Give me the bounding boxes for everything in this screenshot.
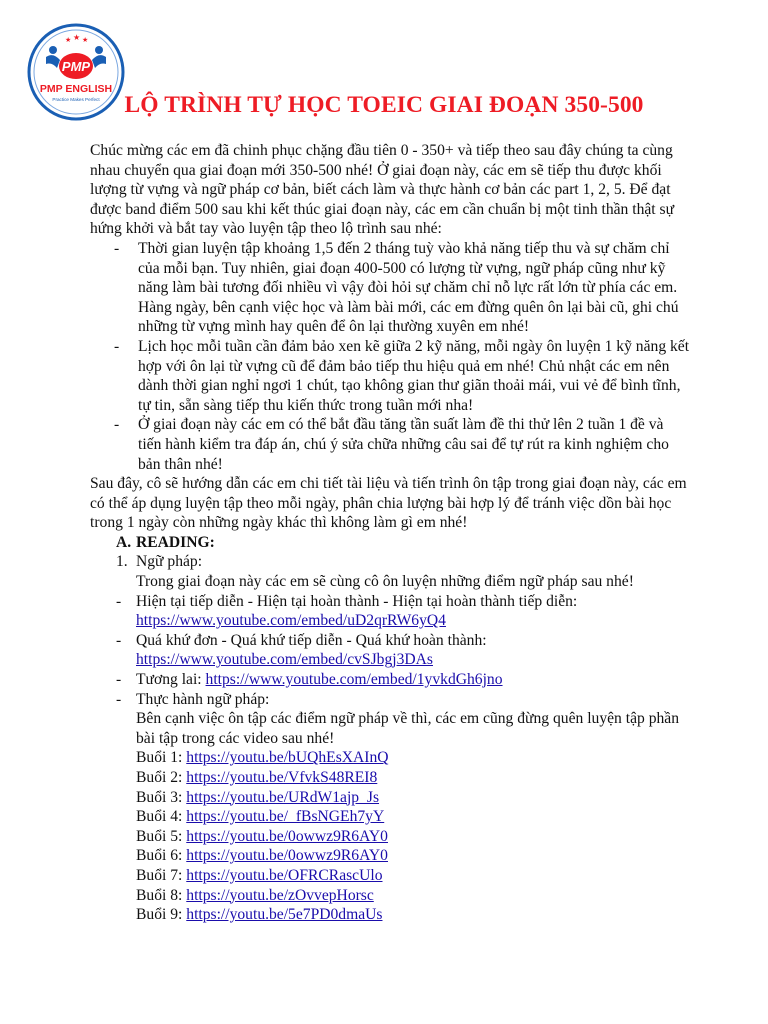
session-item [136, 846, 690, 866]
svg-text:★: ★ [82, 36, 89, 44]
session-link[interactable]: https://youtu.be/zOvvepHorsc [186, 886, 374, 904]
section-reading-heading [90, 533, 690, 553]
bullet-dash: - [116, 592, 122, 610]
tip-item [90, 337, 690, 415]
session-label: Buổi 4: [136, 808, 187, 826]
svg-text:★: ★ [73, 33, 81, 42]
session-item [136, 905, 690, 925]
session-list [90, 748, 690, 924]
grammar-topic [90, 690, 690, 749]
document-title: LỘ TRÌNH TỰ HỌC TOEIC GIAI ĐOẠN 350-500 [124, 92, 644, 118]
tip-text: Thời gian luyện tập khoảng 1,5 đến 2 tháng tuỳ vào khả năng tiếp thu và sự chăm chỉ của mỗi bạn. Tuy nhiên, giai đoạn 400-500 có lượng từ vựng, ngữ pháp cũng như kỹ năng làm bài tương đối nhiều vì vậy đòi hỏi sự chăm chỉ nỗ lực rất lớn từ phía các em. Hàng ngày, bên cạnh việc học và làm bài mới, các em đừng quên ôn lại bài cũ, ghi chú những từ vựng mình hay quên để ôn lại thường xuyên em nhé! [138, 239, 679, 336]
grammar-intro: Trong giai đoạn này các em sẽ cùng cô ôn luyện những điểm ngữ pháp sau nhé! [136, 573, 634, 591]
svg-text:★: ★ [65, 36, 72, 44]
bullet-dash: - [114, 337, 120, 355]
session-link[interactable]: https://youtu.be/0owwz9R6AY0 [186, 847, 388, 865]
logo-brand-text: PMP ENGLISH [39, 83, 113, 95]
session-link[interactable]: https://youtu.be/URdW1ajp_Js [186, 788, 380, 806]
session-label: Buổi 6: [136, 847, 187, 865]
bullet-dash: - [114, 416, 120, 434]
tip-item [90, 239, 690, 337]
grammar-topic [90, 670, 690, 690]
session-link[interactable]: https://youtu.be/OFRCRascUlo [186, 866, 383, 884]
session-item [136, 768, 690, 788]
session-link[interactable]: https://youtu.be/VfvkS48REI8 [186, 769, 378, 786]
session-label: Buổi 7: [136, 866, 187, 884]
logo-mark-text: PMP [61, 59, 91, 74]
bullet-dash: - [116, 671, 122, 689]
session-label: Buổi 1: [136, 749, 187, 767]
topic-link-future[interactable]: https://www.youtube.com/embed/1yvkdGh6jno [205, 671, 503, 689]
session-link[interactable]: https://youtu.be/_fBsNGEh7yY [186, 808, 385, 826]
session-item [136, 748, 690, 768]
grammar-topic [90, 592, 690, 631]
document-body [90, 141, 690, 925]
grammar-topics-list [90, 592, 690, 749]
section-title: READING: [136, 533, 215, 551]
session-label: Buổi 2: [136, 769, 187, 786]
topic-link-past-tenses[interactable]: https://www.youtube.com/embed/cvSJbgj3DAs [136, 651, 433, 669]
session-item [136, 827, 690, 847]
session-link[interactable]: https://youtu.be/0owwz9R6AY0 [186, 827, 388, 845]
section-label: A. [116, 533, 132, 551]
topic-text: Hiện tại tiếp diễn - Hiện tại hoàn thành - Hiện tại hoàn thành tiếp diễn: [136, 592, 578, 610]
session-link[interactable]: https://youtu.be/bUQhEsXAInQ [186, 749, 389, 767]
topic-text: Quá khứ đơn - Quá khứ tiếp diễn - Quá khứ hoàn thành: [136, 631, 487, 649]
intro-paragraph: Chúc mừng các em đã chinh phục chặng đầu tiên 0 - 350+ và tiếp theo sau đây chúng ta cùng nhau chuyển qua giai đoạn mới 350-500 nhé! Ở giai đoạn này, các em sẽ tiếp thu được khối lượng từ vựng và ngữ pháp cơ bản, biết cách làm và thực hành cơ bản các part 1, 2, 5. Để đạt được band điểm 500 sau khi kết thúc giai đoạn này, các em cần chuẩn bị một tinh thần thật sự hứng khởi và bắt tay vào luyện tập theo lộ trình sau nhé: [90, 142, 675, 238]
bullet-dash: - [116, 690, 122, 708]
tips-list [90, 239, 690, 474]
grammar-topic [90, 631, 690, 670]
tip-text: Ở giai đoạn này các em có thể bắt đầu tăng tần suất làm đề thi thử lên 2 tuần 1 đề và tiến hành kiểm tra đáp án, chú ý sửa chữa những câu sai để tự rút ra kinh nghiệm cho bản thân nhé! [138, 416, 669, 473]
session-item [136, 886, 690, 906]
tip-text: Lịch học mỗi tuần cần đảm bảo xen kẽ giữa 2 kỹ năng, mỗi ngày ôn luyện 1 kỹ năng kết hợp với ôn lại từ vựng cũ để đảm bảo tiếp thu hiệu quả em nhé! Chủ nhật các em nên dành thời gian nghỉ ngơi 1 chút, tạo không gian thư giãn thoải mái, vui vẻ để bình tĩnh, tự tin, sẵn sàng tiếp thu kiến thức trong tuần mới nha! [138, 337, 690, 414]
session-label: Buổi 8: [136, 886, 187, 904]
session-label: Buổi 3: [136, 788, 187, 806]
topic-link-present-tenses[interactable]: https://www.youtube.com/embed/uD2qrRW6yQ4 [136, 612, 446, 630]
bullet-dash: - [114, 239, 120, 257]
practice-intro: Bên cạnh việc ôn tập các điểm ngữ pháp về thì, các em cũng đừng quên luyện tập phần bài tập trong các video sau nhé! [136, 710, 680, 747]
grammar-heading [90, 552, 690, 572]
session-label: Buổi 5: [136, 827, 187, 845]
practice-title: Thực hành ngữ pháp: [136, 690, 270, 708]
session-label: Buổi 9: [136, 906, 187, 924]
session-item [136, 866, 690, 886]
logo-tagline-text: Practice Makes Perfect [52, 97, 100, 102]
grammar-number: 1. [116, 553, 128, 571]
topic-text: Tương lai: [136, 671, 206, 689]
guide-paragraph: Sau đây, cô sẽ hướng dẫn các em chi tiết tài liệu và tiến trình ôn tập trong giai đoạn này, các em có thể áp dụng luyện tập theo mỗi ngày, phân chia lượng bài hợp lý để tránh việc dồn bài học trong 1 ngày còn những ngày khác thì không làm gì em nhé! [90, 475, 687, 532]
bullet-dash: - [116, 631, 122, 649]
tip-item [90, 415, 690, 474]
session-item [136, 807, 690, 827]
session-item [136, 788, 690, 808]
grammar-title: Ngữ pháp: [136, 553, 203, 571]
session-link[interactable]: https://youtu.be/5e7PD0dmaUs [186, 906, 383, 924]
